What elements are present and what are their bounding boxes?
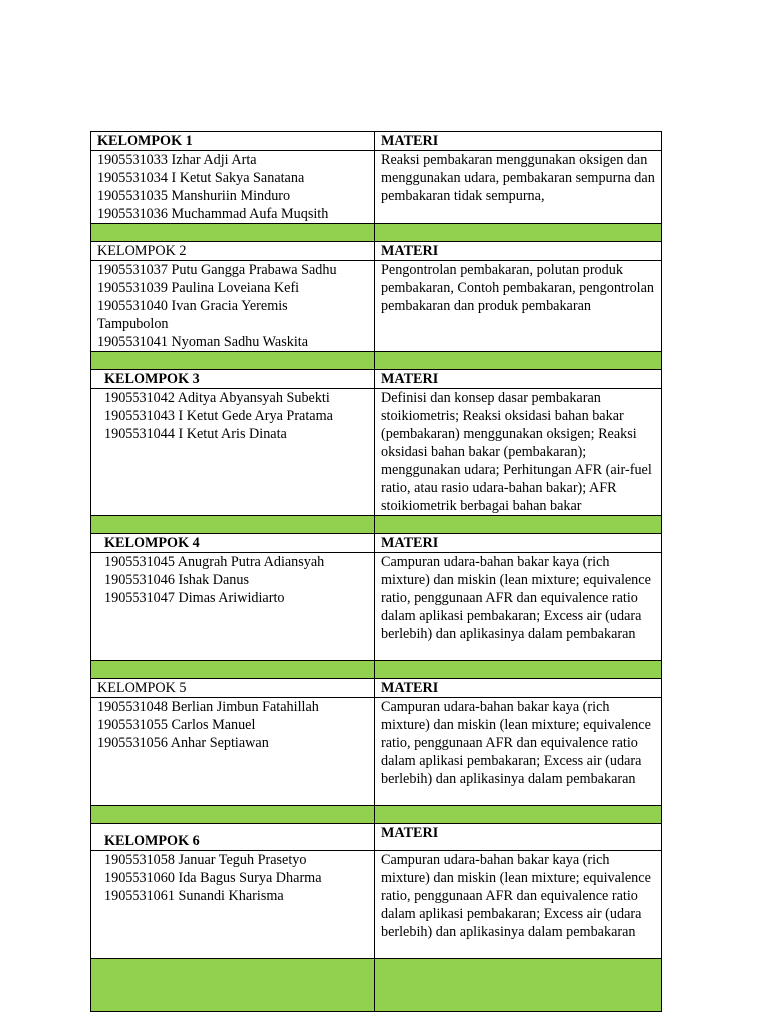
member-name: 1905531043 I Ketut Gede Arya Pratama — [104, 408, 333, 424]
member-name: 1905531048 Berlian Jimbun Fatahillah — [97, 699, 319, 715]
materi-header: MATERI — [375, 370, 662, 389]
materi-header: MATERI — [375, 824, 662, 851]
group-header-row — [91, 242, 662, 261]
final-green-row — [91, 959, 662, 1012]
materi-text: Campuran udara-bahan bakar kaya (rich mixture) dan miskin (lean mixture; equivalence ratio, penggunaan AFR dan equivalence ratio dalam aplikasi pembakaran; Excess air (udara berlebih) dan aplikasinya dalam pembakaran — [375, 851, 662, 959]
member-name: 1905531044 I Ketut Aris Dinata — [104, 426, 287, 442]
group-body-row — [91, 261, 662, 352]
group-table — [90, 131, 662, 1012]
group-header-row — [91, 679, 662, 698]
member-name: 1905531036 Muchammad Aufa Muqsith — [97, 206, 329, 222]
separator-row — [91, 661, 662, 679]
member-name: 1905531045 Anugrah Putra Adiansyah — [104, 554, 325, 570]
separator-row — [91, 224, 662, 242]
materi-header: MATERI — [375, 679, 662, 698]
materi-header: MATERI — [375, 534, 662, 553]
group-title: KELOMPOK 2 — [91, 242, 375, 261]
group-body-row — [91, 389, 662, 516]
group-title: KELOMPOK 5 — [91, 679, 375, 698]
materi-text: Campuran udara-bahan bakar kaya (rich mixture) dan miskin (lean mixture; equivalence ratio, penggunaan AFR dan equivalence ratio dalam aplikasi pembakaran; Excess air (udara berlebih) dan aplikasinya dalam pembakaran — [375, 698, 662, 806]
member-name: 1905531060 Ida Bagus Surya Dharma — [104, 870, 322, 886]
group-body-row — [91, 553, 662, 661]
group-title: KELOMPOK 4 — [91, 534, 375, 553]
member-list — [91, 851, 375, 959]
member-name: 1905531042 Aditya Abyansyah Subekti — [104, 390, 330, 406]
group-title: KELOMPOK 3 — [91, 370, 375, 389]
member-name: 1905531041 Nyoman Sadhu Waskita — [97, 334, 308, 350]
member-name: 1905531035 Manshuriin Minduro — [97, 188, 291, 204]
group-header-row — [91, 534, 662, 553]
member-list — [91, 698, 375, 806]
member-name: 1905531037 Putu Gangga Prabawa Sadhu — [97, 262, 337, 278]
member-name: 1905531058 Januar Teguh Prasetyo — [104, 852, 307, 868]
separator-row — [91, 352, 662, 370]
member-list — [91, 389, 375, 516]
member-name: 1905531056 Anhar Septiawan — [97, 735, 269, 751]
member-list — [91, 553, 375, 661]
member-name: 1905531040 Ivan Gracia Yeremis — [97, 298, 288, 314]
group-header-row — [91, 370, 662, 389]
member-name: 1905531034 I Ketut Sakya Sanatana — [97, 170, 305, 186]
materi-header: MATERI — [375, 242, 662, 261]
member-name: Tampubolon — [97, 316, 169, 332]
materi-text: Campuran udara-bahan bakar kaya (rich mixture) dan miskin (lean mixture; equivalence ratio, penggunaan AFR dan equivalence ratio dalam aplikasi pembakaran; Excess air (udara berlebih) dan aplikasinya dalam pembakaran — [375, 553, 662, 661]
member-list — [91, 261, 375, 352]
member-name: 1905531055 Carlos Manuel — [97, 717, 256, 733]
group-title: KELOMPOK 6 — [91, 824, 375, 851]
separator-row — [91, 516, 662, 534]
member-name: 1905531061 Sunandi Kharisma — [104, 888, 284, 904]
group-header-row — [91, 824, 662, 851]
member-name: 1905531046 Ishak Danus — [104, 572, 250, 588]
group-header-row — [91, 132, 662, 151]
materi-header: MATERI — [375, 132, 662, 151]
member-list — [91, 151, 375, 224]
member-name: 1905531033 Izhar Adji Arta — [97, 152, 257, 168]
group-body-row — [91, 851, 662, 959]
separator-row — [91, 806, 662, 824]
materi-text: Reaksi pembakaran menggunakan oksigen dan menggunakan udara, pembakaran sempurna dan pembakaran tidak sempurna, — [375, 151, 662, 224]
materi-text: Definisi dan konsep dasar pembakaran stoikiometris; Reaksi oksidasi bahan bakar (pembakaran) menggunakan oksigen; Reaksi oksidasi bahan bakar (pembakaran); menggunakan udara; Perhitungan AFR (air-fuel ratio, atau rasio udara-bahan bakar); AFR stoikiometrik berbagai bahan bakar — [375, 389, 662, 516]
group-title: KELOMPOK 1 — [91, 132, 375, 151]
materi-text: Pengontrolan pembakaran, polutan produk pembakaran, Contoh pembakaran, pengontrolan pembakaran dan produk pembakaran — [375, 261, 662, 352]
group-body-row — [91, 151, 662, 224]
member-name: 1905531039 Paulina Loveiana Kefi — [97, 280, 300, 296]
group-body-row — [91, 698, 662, 806]
member-name: 1905531047 Dimas Ariwidiarto — [104, 590, 285, 606]
